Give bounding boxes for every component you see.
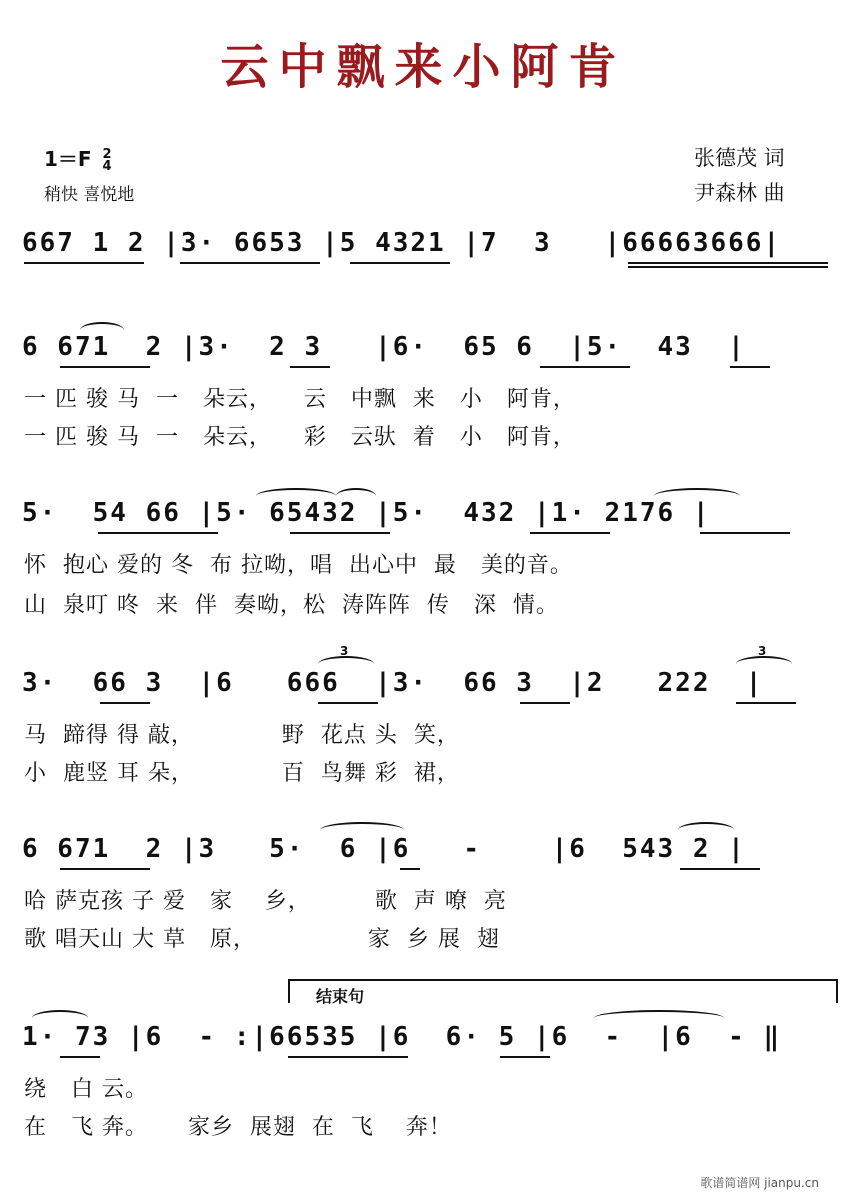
- beam: [680, 868, 760, 870]
- notation-line-4: 3· 66 3 |6 666 |3· 66 3 |2 222 |: [22, 668, 764, 698]
- lyrics-line-3b: 山 泉叮 咚 来 伴 奏呦，松 涛阵阵 传 深 情。: [24, 593, 559, 618]
- triplet-mark: 3: [758, 644, 767, 658]
- slur: [678, 822, 734, 838]
- lyrics-line-6b: 在 飞 奔。 家乡 展翅 在 飞 奔！: [24, 1115, 452, 1140]
- beam: [100, 702, 150, 704]
- beam: [628, 266, 828, 268]
- beam: [520, 702, 570, 704]
- beam: [350, 262, 450, 264]
- beam: [288, 1056, 408, 1058]
- beam: [98, 532, 218, 534]
- slur: [32, 1010, 88, 1026]
- lyricist-credit: 张德茂 词: [694, 146, 785, 170]
- beam: [318, 702, 378, 704]
- beam: [730, 366, 770, 368]
- composer-credit: 尹森林 曲: [694, 181, 785, 205]
- lyrics-line-5b: 歌 唱天山 大 草 原， 家 乡 展 翅: [24, 927, 500, 952]
- beam: [736, 702, 796, 704]
- time-top: 2: [102, 146, 112, 162]
- key-signature: [44, 143, 112, 173]
- ending-label: 结束句: [316, 987, 365, 1006]
- lyrics-line-6a: 绕 白 云。: [24, 1077, 148, 1102]
- beam: [628, 262, 828, 264]
- song-title: 云中飘来小阿肯: [220, 39, 627, 95]
- slur: [256, 488, 336, 504]
- beam: [60, 868, 150, 870]
- beam: [700, 532, 790, 534]
- time-signature: [102, 146, 112, 174]
- triplet-mark: 3: [340, 644, 349, 658]
- slur: [654, 488, 740, 504]
- lyrics-line-3a: 怀 抱心 爱的 冬 布 拉呦，唱 出心中 最 美的音。: [24, 553, 573, 578]
- beam: [540, 366, 630, 368]
- time-bottom: 4: [102, 158, 112, 174]
- lyrics-line-5a: 哈 萨克孩 子 爱 家 乡， 歌 声 嘹 亮: [24, 889, 507, 914]
- lyrics-line-2b: 一 匹 骏 马 一 朵云， 彩 云驮 着 小 阿肯，: [24, 425, 576, 450]
- notation-line-5: 6 671 2 |3 5· 6 |6 - |6 543 2 |: [22, 834, 746, 864]
- triplet-slur: [318, 656, 374, 672]
- beam: [60, 1056, 100, 1058]
- ending-bracket: [288, 979, 838, 1003]
- slur: [80, 322, 124, 338]
- beam: [530, 532, 610, 534]
- lyrics-line-4a: 马 蹄得 得 敲， 野 花点 头 笑，: [24, 723, 460, 748]
- lyrics-line-4b: 小 鹿竖 耳 朵， 百 鸟舞 彩 裙，: [24, 761, 460, 786]
- site-watermark: 歌谱简谱网 jianpu.cn: [700, 1176, 819, 1190]
- beam: [180, 262, 320, 264]
- tie: [594, 1010, 724, 1026]
- key-label: 1＝F: [44, 147, 92, 171]
- slur: [320, 822, 404, 838]
- notation-line-3: 5· 54 66 |5· 65432 |5· 432 |1· 2176 |: [22, 498, 711, 528]
- beam: [60, 366, 150, 368]
- slur: [336, 488, 376, 504]
- triplet-slur: [736, 656, 792, 672]
- beam: [290, 532, 390, 534]
- beam: [290, 366, 330, 368]
- beam: [500, 1056, 550, 1058]
- beam: [24, 262, 144, 264]
- notation-line-1: 667 1 2 |3· 6653 |5 4321 |7 3 |66663666|: [22, 228, 782, 258]
- tempo-marking: 稍快 喜悦地: [44, 185, 135, 205]
- notation-line-2: 6 671 2 |3· 2 3 |6· 65 6 |5· 43 |: [22, 332, 746, 362]
- lyrics-line-2a: 一 匹 骏 马 一 朵云， 云 中飘 来 小 阿肯，: [24, 387, 576, 412]
- notation-line-6: 1· 73 |6 - :|66535 |6 6· 5 |6 - |6 - ‖: [22, 1022, 782, 1052]
- beam: [400, 868, 420, 870]
